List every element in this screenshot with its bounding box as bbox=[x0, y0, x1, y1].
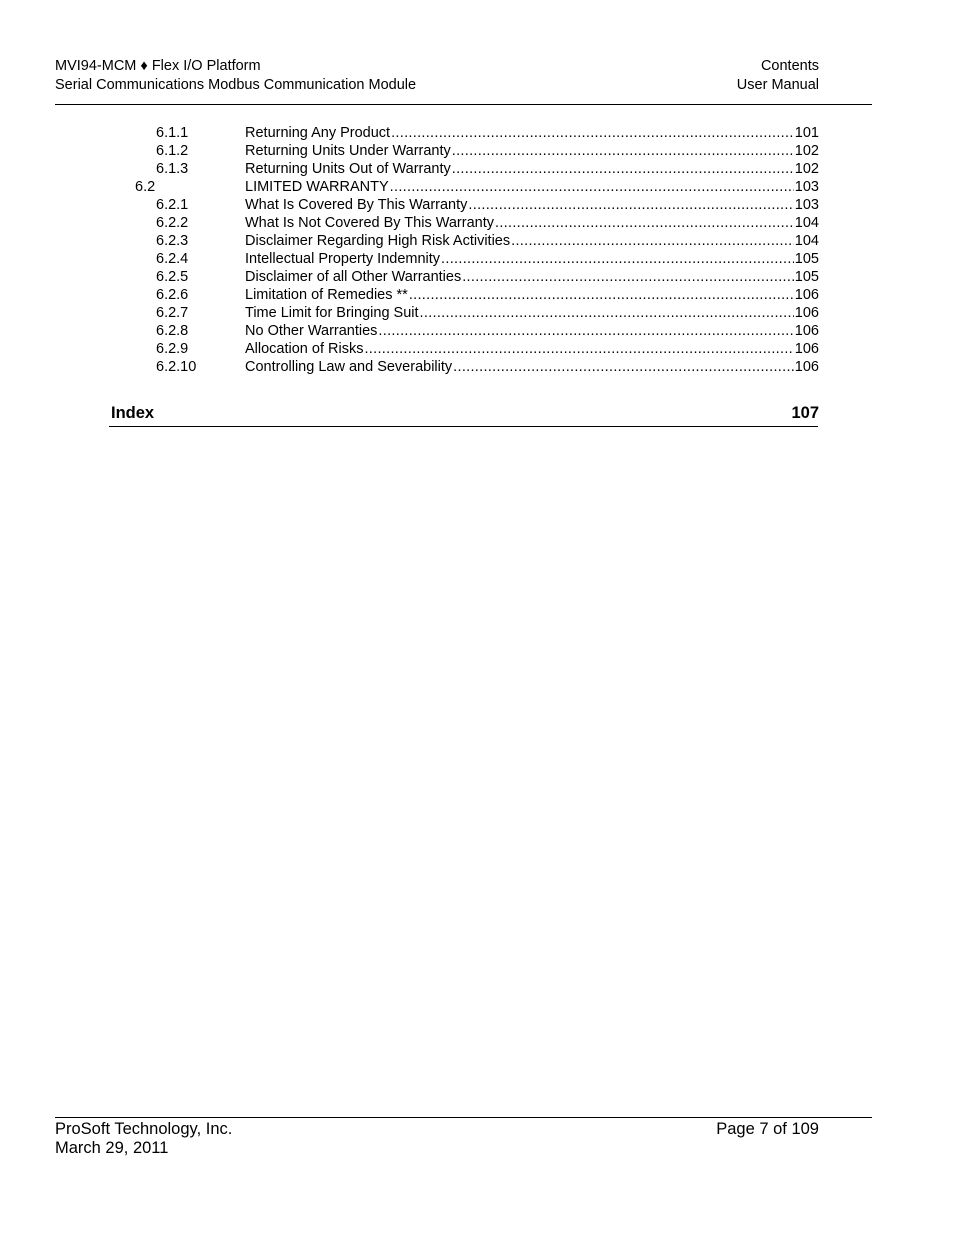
toc-entry-page: 102 bbox=[794, 143, 819, 159]
toc-entry[interactable] bbox=[0, 142, 954, 160]
toc-entry-number: 6.2.9 bbox=[156, 341, 189, 357]
toc-entry-page: 105 bbox=[794, 269, 819, 285]
toc-entry-title: What Is Covered By This Warranty bbox=[245, 197, 468, 213]
toc-dot-leader bbox=[452, 160, 794, 178]
toc-entry[interactable] bbox=[0, 268, 954, 286]
footer-date: March 29, 2011 bbox=[55, 1139, 169, 1157]
toc-entry-line bbox=[245, 322, 819, 340]
toc-dot-leader bbox=[495, 214, 794, 232]
table-of-contents bbox=[0, 124, 954, 376]
toc-entry-page: 106 bbox=[794, 287, 819, 303]
toc-entry-page: 103 bbox=[794, 179, 819, 195]
toc-entry-line bbox=[245, 178, 819, 196]
toc-entry-title: Returning Units Out of Warranty bbox=[245, 161, 451, 177]
toc-entry-page: 104 bbox=[794, 233, 819, 249]
toc-entry-title: LIMITED WARRANTY bbox=[245, 179, 389, 195]
toc-entry-number: 6.2.4 bbox=[156, 251, 189, 267]
footer-company: ProSoft Technology, Inc. bbox=[55, 1120, 233, 1138]
toc-entry-number: 6.2.1 bbox=[156, 197, 189, 213]
toc-entry-page: 105 bbox=[794, 251, 819, 267]
toc-dot-leader bbox=[391, 124, 794, 142]
header-product-subtitle: Serial Communications Modbus Communication Module bbox=[55, 77, 417, 93]
toc-entry-line bbox=[245, 304, 819, 322]
toc-dot-leader bbox=[462, 268, 794, 286]
toc-entry-line bbox=[245, 340, 819, 358]
toc-entry-title: No Other Warranties bbox=[245, 323, 378, 339]
toc-dot-leader bbox=[364, 340, 793, 358]
toc-entry-title: What Is Not Covered By This Warranty bbox=[245, 215, 494, 231]
toc-entry-number: 6.1.3 bbox=[156, 161, 189, 177]
toc-entry-title: Controlling Law and Severability bbox=[245, 359, 453, 375]
toc-entry-title: Returning Any Product bbox=[245, 125, 391, 141]
toc-entry[interactable] bbox=[0, 232, 954, 250]
toc-entry[interactable] bbox=[0, 160, 954, 178]
toc-entry-line bbox=[245, 142, 819, 160]
toc-entry-page: 103 bbox=[794, 197, 819, 213]
toc-dot-leader bbox=[468, 196, 793, 214]
toc-entry-number: 6.2.6 bbox=[156, 287, 189, 303]
toc-entry-number: 6.1.1 bbox=[156, 125, 189, 141]
toc-entry-title: Disclaimer Regarding High Risk Activities bbox=[245, 233, 511, 249]
toc-entry[interactable] bbox=[0, 196, 954, 214]
page-footer bbox=[55, 1120, 819, 1158]
toc-entry[interactable] bbox=[0, 178, 954, 196]
toc-entry[interactable] bbox=[0, 322, 954, 340]
toc-entry-line bbox=[245, 268, 819, 286]
toc-entry-page: 106 bbox=[794, 305, 819, 321]
page-header bbox=[55, 57, 819, 95]
header-product-title: MVI94-MCM ♦ Flex I/O Platform bbox=[55, 58, 261, 74]
toc-entry[interactable] bbox=[0, 250, 954, 268]
toc-entry-number: 6.2.3 bbox=[156, 233, 189, 249]
toc-dot-leader bbox=[420, 304, 794, 322]
toc-entry-page: 102 bbox=[794, 161, 819, 177]
toc-entry[interactable] bbox=[0, 304, 954, 322]
toc-entry[interactable] bbox=[0, 340, 954, 358]
toc-entry-number: 6.2.5 bbox=[156, 269, 189, 285]
toc-entry[interactable] bbox=[0, 286, 954, 304]
toc-entry[interactable] bbox=[0, 358, 954, 376]
toc-entry-line bbox=[245, 160, 819, 178]
header-divider bbox=[55, 104, 872, 105]
toc-entry-number: 6.2.7 bbox=[156, 305, 189, 321]
toc-entry-title: Returning Units Under Warranty bbox=[245, 143, 451, 159]
toc-entry-page: 106 bbox=[794, 341, 819, 357]
toc-index-entry[interactable] bbox=[111, 403, 819, 423]
toc-entry-line bbox=[245, 124, 819, 142]
toc-dot-leader bbox=[378, 322, 793, 340]
toc-entry-line bbox=[245, 286, 819, 304]
toc-entry-line bbox=[245, 196, 819, 214]
toc-entry-number: 6.1.2 bbox=[156, 143, 189, 159]
toc-entry-number: 6.2.10 bbox=[156, 359, 197, 375]
toc-dot-leader bbox=[453, 358, 794, 376]
index-page-number: 107 bbox=[791, 404, 819, 422]
toc-entry-page: 106 bbox=[794, 323, 819, 339]
toc-dot-leader bbox=[390, 178, 794, 196]
toc-entry-title: Time Limit for Bringing Suit bbox=[245, 305, 419, 321]
toc-entry-number: 6.2.8 bbox=[156, 323, 189, 339]
header-document-type: User Manual bbox=[736, 77, 819, 93]
toc-dot-leader bbox=[409, 286, 794, 304]
toc-dot-leader bbox=[441, 250, 794, 268]
toc-entry-line bbox=[245, 250, 819, 268]
toc-entry-title: Limitation of Remedies ** bbox=[245, 287, 408, 303]
toc-entry-page: 101 bbox=[794, 125, 819, 141]
toc-entry-page: 106 bbox=[794, 359, 819, 375]
index-label: Index bbox=[111, 404, 155, 422]
index-underline bbox=[109, 426, 818, 427]
footer-divider bbox=[55, 1117, 872, 1118]
footer-page-number: Page 7 of 109 bbox=[716, 1120, 819, 1138]
toc-dot-leader bbox=[511, 232, 794, 250]
toc-dot-leader bbox=[452, 142, 794, 160]
toc-entry-line bbox=[245, 232, 819, 250]
toc-entry-line bbox=[245, 358, 819, 376]
toc-entry-title: Allocation of Risks bbox=[245, 341, 364, 357]
toc-entry-title: Intellectual Property Indemnity bbox=[245, 251, 441, 267]
toc-entry-number: 6.2 bbox=[135, 179, 156, 195]
toc-entry[interactable] bbox=[0, 214, 954, 232]
toc-entry-line bbox=[245, 214, 819, 232]
header-section-name: Contents bbox=[760, 58, 819, 74]
toc-entry-number: 6.2.2 bbox=[156, 215, 189, 231]
toc-entry-page: 104 bbox=[794, 215, 819, 231]
toc-entry-title: Disclaimer of all Other Warranties bbox=[245, 269, 462, 285]
toc-entry[interactable] bbox=[0, 124, 954, 142]
